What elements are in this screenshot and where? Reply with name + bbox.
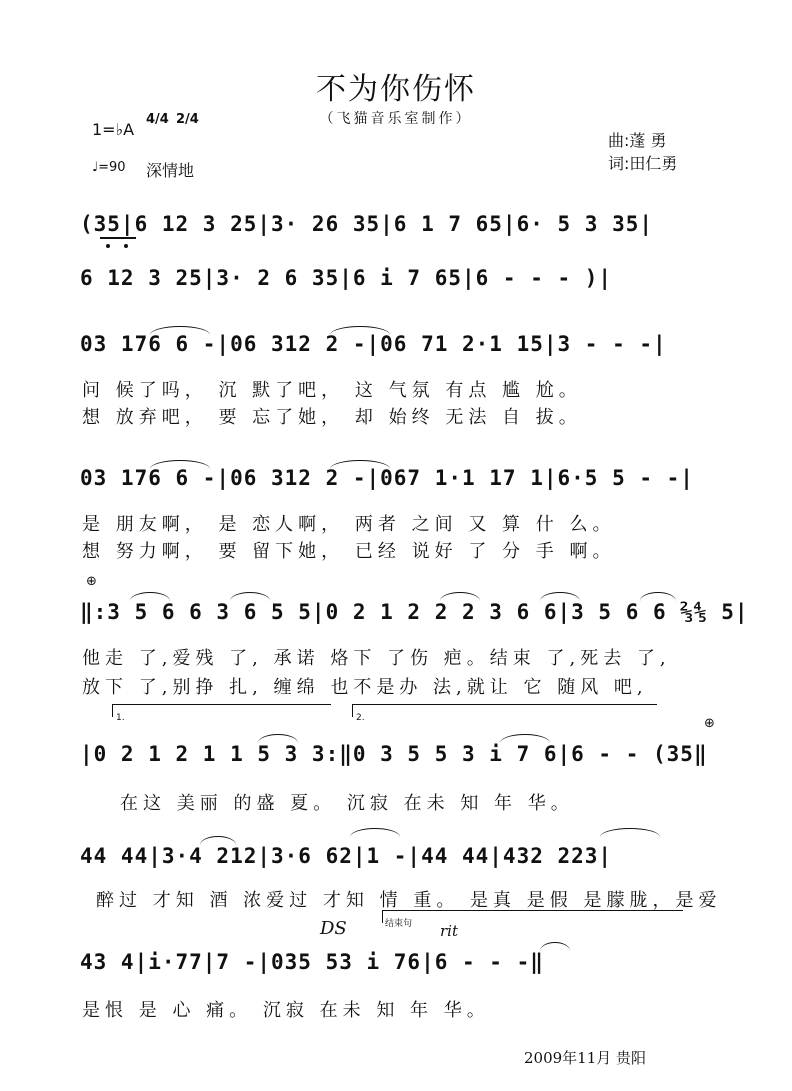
lyrics-line-4-verse-2: 想 努力啊， 要 留下她， 已经 说好 了 分 手 啊。 bbox=[82, 541, 616, 562]
lyrics-line-7: 醉过 才知 酒 浓爱过 才知 情 重。 是真 是假 是朦胧，是爱 bbox=[96, 890, 722, 911]
time-signature-2: 2/4 bbox=[176, 112, 199, 127]
lyrics-line-4-verse-1: 是 朋友啊， 是 恋人啊， 两者 之间 又 算 什 么。 bbox=[82, 514, 616, 535]
lyrics-line-3-verse-1: 问 候了吗， 沉 默了吧， 这 气氛 有点 尴 尬。 bbox=[82, 380, 582, 401]
song-title: 不为你伤怀 bbox=[316, 72, 476, 107]
expression-mark: 深情地 bbox=[146, 161, 195, 180]
slur bbox=[640, 592, 676, 601]
ritardando-mark: rit bbox=[440, 922, 458, 940]
coda-icon: ⊕ bbox=[704, 716, 715, 731]
beam bbox=[100, 237, 136, 239]
score-line-1-notes: (35|6 12 3 25|3· 26 35|6 1 7 65|6· 5 3 35| bbox=[80, 212, 654, 236]
slur bbox=[540, 592, 580, 601]
song-subtitle: （飞猫音乐室制作） bbox=[319, 111, 473, 127]
lyricist-credit: 词:田仁勇 bbox=[608, 154, 678, 173]
slur bbox=[350, 828, 400, 837]
volta-bracket-2: 2. bbox=[352, 704, 657, 717]
slur bbox=[150, 326, 210, 335]
time-signature-1: 4/4 bbox=[146, 112, 169, 127]
lyrics-line-5-verse-1: 他走 了,爱残 了, 承诺 烙下 了伤 疤。结束 了,死去 了, bbox=[82, 648, 671, 669]
key-signature: 1=♭A bbox=[92, 120, 135, 139]
score-line-4-notes: 03 176 6 -|06 312 2 -|067 1·1 17 1|6·5 5 - -| bbox=[80, 466, 694, 490]
slur bbox=[500, 734, 550, 743]
lyrics-line-8: 是恨 是 心 痛。 沉寂 在未 知 年 华。 bbox=[82, 1000, 490, 1021]
slur bbox=[330, 326, 390, 335]
slur bbox=[330, 460, 390, 469]
slur bbox=[258, 734, 298, 743]
score-line-7-notes: 44 44|3·4 212|3·6 62|1 -|44 44|432 223| bbox=[80, 844, 613, 868]
score-line-8-notes: 43 4|i·77|7 -|035 53 i 76|6 - - -‖ bbox=[80, 950, 544, 974]
slur bbox=[600, 828, 660, 837]
low-octave-dot bbox=[106, 244, 110, 248]
lyrics-line-3-verse-2: 想 放弃吧， 要 忘了她， 却 始终 无法 自 拔。 bbox=[82, 407, 582, 428]
slur bbox=[130, 592, 170, 601]
lyrics-line-5-verse-2: 放下 了,别挣 扎, 缠绵 也不是办 法,就让 它 随风 吧, bbox=[82, 677, 648, 698]
slur bbox=[200, 836, 236, 845]
lyrics-line-6: 在这 美丽 的盛 夏。 沉寂 在未 知 年 华。 bbox=[120, 793, 574, 814]
volta-bracket-1: 1. bbox=[112, 704, 331, 717]
tempo-mark: ♩=90 bbox=[92, 160, 126, 175]
coda-icon: ⊕ bbox=[86, 574, 97, 589]
score-line-5-notes: ‖:3 5 6 6 3 6 5 5|0 2 1 2 2 2 3 6 6|3 5 6 6 ⅔⅘ 5| bbox=[80, 600, 749, 624]
score-line-6-notes: |0 2 1 2 1 1 5 3 3:‖0 3 5 5 3 i 7 6|6 - - (35‖ bbox=[80, 742, 708, 766]
footer-date-place: 2009年11月 贵阳 bbox=[524, 1049, 647, 1067]
ending-bracket: 结束句 bbox=[382, 910, 683, 923]
slur bbox=[150, 460, 210, 469]
slur bbox=[540, 942, 570, 951]
composer-credit: 曲:蓬 勇 bbox=[608, 131, 667, 150]
score-line-2-notes: 6 12 3 25|3· 2 6 35|6 i 7 65|6 - - - )| bbox=[80, 266, 613, 290]
score-line-3-notes: 03 176 6 -|06 312 2 -|06 71 2·1 15|3 - - -| bbox=[80, 332, 667, 356]
slur bbox=[440, 592, 480, 601]
low-octave-dot bbox=[124, 244, 128, 248]
slur bbox=[230, 592, 270, 601]
da-segno-mark: DS bbox=[320, 918, 347, 939]
